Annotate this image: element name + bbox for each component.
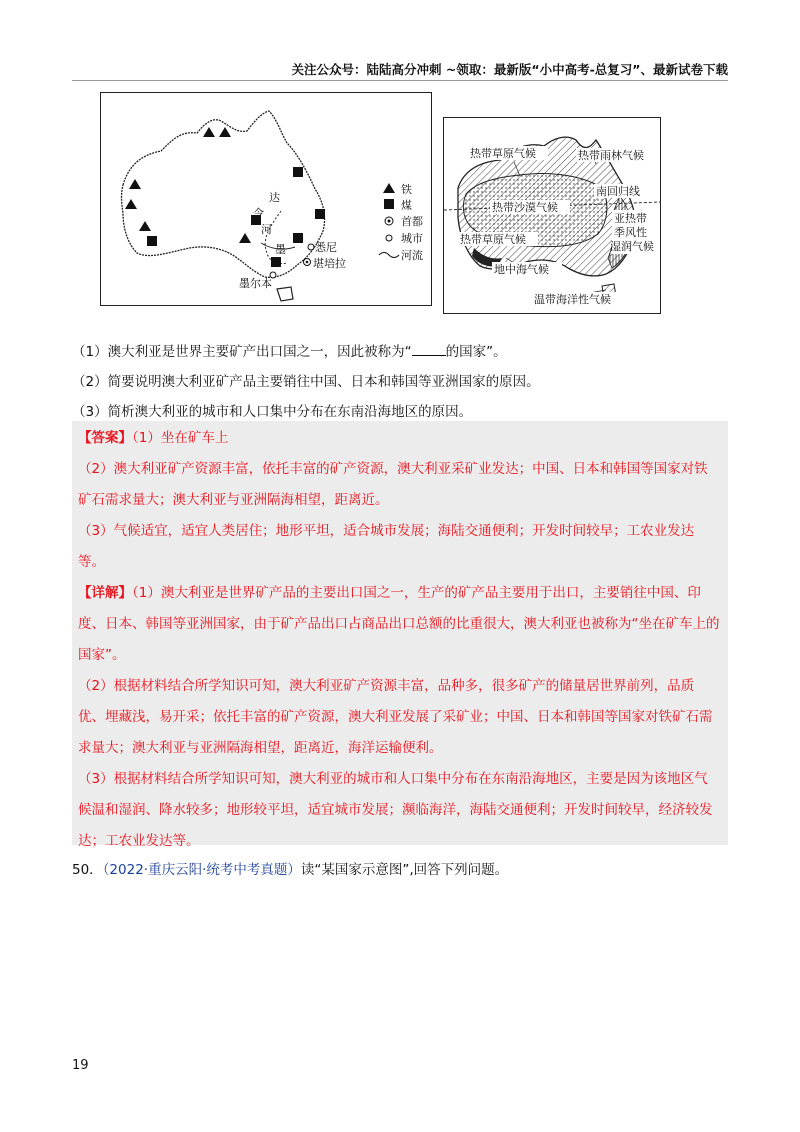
legend-capital-label: 首都 [401,215,423,228]
tasmania-outline [277,287,293,301]
sydney-city-marker [308,244,314,250]
legend-coal-symbol [384,199,394,209]
answer-blank [412,343,446,356]
iron-marker [203,127,215,137]
australia-climate-map [443,117,661,314]
answer-1 [78,423,720,454]
question-3: （3）简析澳大利亚的城市和人口集中分布在东南沿海地区的原因。 [72,404,473,420]
coal-marker [293,167,303,177]
climate-map-svg [444,118,660,313]
river-label-ling: 令 [253,207,264,220]
label-temperate-maritime: 温带海洋性气候 [534,293,611,306]
page-header: 关注公众号：陆陆高分冲刺 ~领取：最新版“小中高考-总复习”、最新试卷下载 [291,62,728,77]
question-50 [72,858,508,878]
header-divider [72,80,728,81]
detail-1 [78,578,720,671]
coal-marker [147,236,157,246]
coal-marker [271,257,281,267]
label-subtropical-2: 季风性 [614,226,647,239]
label-tropical-rainforest: 热带雨林气候 [578,149,644,162]
question-50-text: 读“某国家示意图”,回答下列问题。 [300,862,509,878]
question-2: （2）简要说明澳大利亚矿产品主要销往中国、日本和韩国等亚洲国家的原因。 [72,374,540,390]
iron-marker [219,127,231,137]
detail-1-text: （1）澳大利亚是世界矿产品的主要出口国之一，生产的矿产品主要用于出口，主要销往中国、印度、日本、韩国等亚洲国家，由于矿产品出口占商品出口总额的比重很大，澳大利亚也被称为“坐在矿车上的国家”。 [78,585,720,663]
legend-capital-dot [388,220,391,223]
legend-city-symbol [386,235,392,241]
legend-city-label: 城市 [401,232,423,245]
legend-river-symbol [379,253,399,258]
answer-3: （3）气候适宜，适宜人类居住；地形平坦，适合城市发展；海陆交通便利；开发时间较早；工农业发达等。 [78,523,695,570]
question-1-text-before: （1）澳大利亚是世界主要矿产出口国之一，因此被称为“ [72,344,412,360]
legend-iron-symbol [383,183,395,193]
question-1 [72,340,507,360]
question-1-text-after: 的国家”。 [445,344,507,360]
page-number: 19 [72,1058,89,1073]
melbourne-label: 墨尔本 [239,277,272,290]
detail-2: （2）根据材料结合所学知识可知，澳大利亚矿产资源丰富，品种多，很多矿产的储量居世界前列，品质优、埋藏浅，易开采；依托丰富的矿产资源，澳大利亚发展了采矿业；中国、日本和韩国等国家对铁矿石需求量大；澳大利亚与亚洲隔海相望，距离近，海洋运输便利。 [78,678,713,756]
label-tropical-grassland-top: 热带草原气候 [470,147,536,160]
label-subtropical-1: 亚热带 [614,212,647,225]
iron-marker [125,199,137,209]
iron-marker [139,221,151,231]
question-50-number: 50． [72,862,103,878]
canberra-capital-dot [306,261,309,264]
answer-1-text: （1）坐在矿车上 [132,430,229,446]
canberra-label: 堪培拉 [313,257,346,270]
label-subtropical-3: 湿润气候 [610,240,654,253]
answer-2: （2）澳大利亚矿产资源丰富，依托丰富的矿产资源，澳大利亚采矿业发达；中国、日本和韩国等国家对铁矿石需求量大；澳大利亚与亚洲隔海相望，距离近。 [78,461,708,508]
murray-label: 墨 [275,243,286,256]
detail-3: （3）根据材料结合所学知识可知，澳大利亚的城市和人口集中分布在东南沿海地区，主要是因为该地区气候温和湿润、降水较多；地形较平坦，适宜城市发展；濒临海洋，海陆交通便利；开发时间较早，经济较发达；工农业发达等。 [78,771,713,849]
question-50-source: （2022·重庆云阳·统考中考真题） [102,862,301,878]
coal-marker [293,233,303,243]
label-tropical-grassland-bottom: 热带草原气候 [460,233,526,246]
label-mediterranean: 地中海气候 [494,263,549,276]
iron-marker [239,233,251,243]
label-tropic-line: 南回归线 [596,185,640,198]
detail-tag: 【详解】 [78,585,132,601]
river-label-he: 河 [261,223,272,236]
iron-marker [129,179,141,189]
legend-river-label: 河流 [401,249,423,262]
australia-mineral-map [100,92,432,306]
legend-coal-label: 煤 [401,199,412,212]
river-label-da: 达 [269,191,280,204]
label-tropical-desert: 热带沙漠气候 [492,201,558,214]
sydney-label: 悉尼 [315,241,337,254]
legend-iron-label: 铁 [401,183,412,196]
mineral-map-svg [101,93,431,305]
answer-tag: 【答案】 [78,430,132,446]
coal-marker [315,209,325,219]
